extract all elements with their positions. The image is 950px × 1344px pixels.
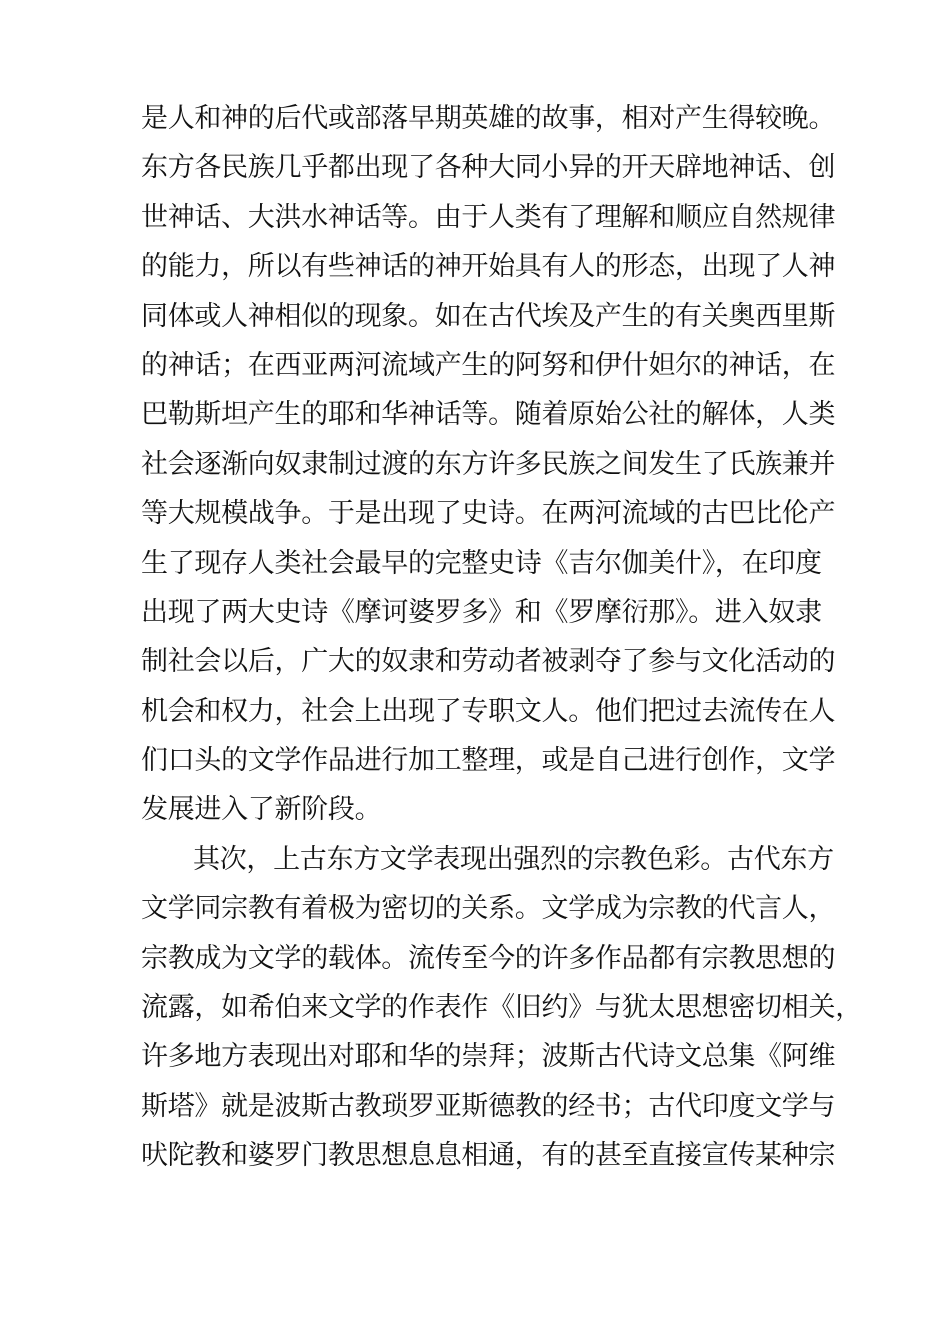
text-line: 东方各民族几乎都出现了各种大同小异的开天辟地神话、创 xyxy=(141,152,836,184)
text-line: 等大规模战争。于是出现了史诗。在两河流域的古巴比伦产 xyxy=(141,498,836,530)
text-line: 同体或人神相似的现象。如在古代埃及产生的有关奥西里斯 xyxy=(141,300,836,332)
text-line: 流露，如希伯来文学的作表作《旧约》与犹太思想密切相关， xyxy=(141,992,862,1024)
text-line: 其次，上古东方文学表现出强烈的宗教色彩。古代东方 xyxy=(193,843,834,875)
paragraph-religion xyxy=(141,835,862,1181)
text-line: 文学同宗教有着极为密切的关系。文学成为宗教的代言人， xyxy=(141,893,836,925)
text-line: 吠陀教和婆罗门教思想息息相通，有的甚至直接宣传某种宗 xyxy=(141,1140,836,1172)
text-line: 世神话、大洪水神话等。由于人类有了理解和顺应自然规律 xyxy=(141,201,836,233)
text-line: 是人和神的后代或部落早期英雄的故事，相对产生得较晚。 xyxy=(141,103,836,134)
text-line: 许多地方表现出对耶和华的崇拜；波斯古代诗文总集《阿维 xyxy=(141,1041,836,1073)
text-line: 发展进入了新阶段。 xyxy=(141,794,382,826)
text-line: 制社会以后，广大的奴隶和劳动者被剥夺了参与文化活动的 xyxy=(141,646,836,678)
text-line: 宗教成为文学的载体。流传至今的许多作品都有宗教思想的 xyxy=(141,942,836,974)
text-line: 的神话；在西亚两河流域产生的阿努和伊什妲尔的神话，在 xyxy=(141,349,836,381)
text-line: 的能力，所以有些神话的神开始具有人的形态，出现了人神 xyxy=(141,251,836,283)
text-line: 机会和权力，社会上出现了专职文人。他们把过去流传在人 xyxy=(141,695,836,727)
text-line: 生了现存人类社会最早的完整史诗《吉尔伽美什》，在印度 xyxy=(141,547,822,579)
text-line: 们口头的文学作品进行加工整理，或是自己进行创作，文学 xyxy=(141,745,836,777)
text-line: 斯塔》就是波斯古教琐罗亚斯德教的经书；古代印度文学与 xyxy=(141,1090,836,1122)
paragraph-continued xyxy=(141,94,836,835)
text-line: 巴勒斯坦产生的耶和华神话等。随着原始公社的解体，人类 xyxy=(141,399,836,431)
text-line: 出现了两大史诗《摩诃婆罗多》和《罗摩衍那》。进入奴隶 xyxy=(141,596,822,628)
text-line: 社会逐渐向奴隶制过渡的东方许多民族之间发生了氏族兼并 xyxy=(141,448,836,480)
document-body xyxy=(141,94,862,1181)
